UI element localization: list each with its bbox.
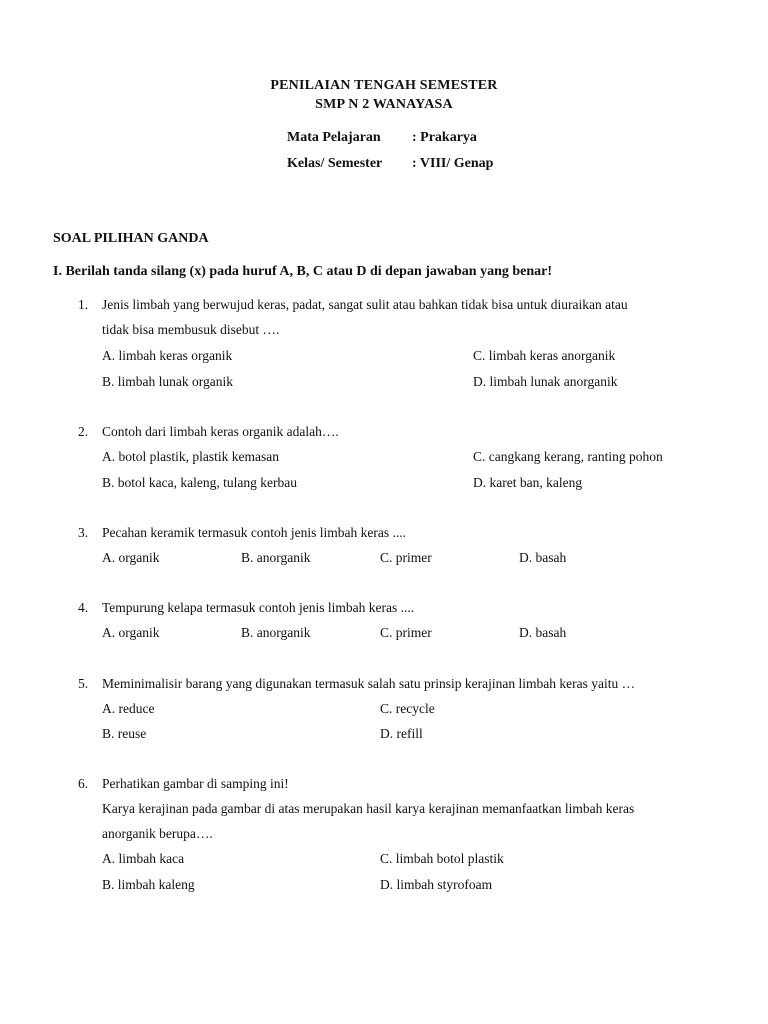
- question-text: Karya kerajinan pada gambar di atas merupakan hasil karya kerajinan memanfaatkan limbah keras: [102, 801, 635, 816]
- answer-option: A. organik: [102, 625, 160, 640]
- question-text: Pecahan keramik termasuk contoh jenis limbah keras ....: [102, 525, 407, 540]
- section-title: SOAL PILIHAN GANDA: [53, 231, 209, 246]
- question-number: 1.: [78, 297, 89, 312]
- question-text: Jenis limbah yang berwujud keras, padat, sangat sulit atau bahkan tidak bisa untuk diuraikan atau: [102, 297, 628, 312]
- question-text: Contoh dari limbah keras organik adalah….: [102, 424, 339, 439]
- answer-option: C. limbah botol plastik: [380, 851, 504, 866]
- class-row: [287, 156, 493, 172]
- subject-label: Mata Pelajaran: [287, 130, 381, 145]
- answer-option: B. anorganik: [241, 550, 311, 565]
- answer-option: B. botol kaca, kaleng, tulang kerbau: [102, 475, 297, 490]
- answer-option: D. limbah lunak anorganik: [473, 374, 618, 389]
- answer-option: B. anorganik: [241, 625, 311, 640]
- question-text: anorganik berupa….: [102, 826, 213, 841]
- question-text: Tempurung kelapa termasuk contoh jenis limbah keras ....: [102, 600, 415, 615]
- exam-title: PENILAIAN TENGAH SEMESTER: [270, 78, 498, 93]
- answer-option: B. limbah kaleng: [102, 877, 195, 892]
- answer-option: A. limbah kaca: [102, 851, 185, 866]
- answer-option: C. limbah keras anorganik: [473, 348, 616, 363]
- answer-option: D. karet ban, kaleng: [473, 475, 583, 490]
- class-value: : VIII/ Genap: [412, 156, 494, 171]
- answer-option: A. limbah keras organik: [102, 348, 233, 363]
- answer-option: C. cangkang kerang, ranting pohon: [473, 449, 663, 464]
- instruction: I. Berilah tanda silang (x) pada huruf A, B, C atau D di depan jawaban yang benar!: [53, 264, 553, 279]
- question-text: Perhatikan gambar di samping ini!: [102, 776, 289, 791]
- answer-option: B. reuse: [102, 726, 147, 741]
- answer-option: D. limbah styrofoam: [380, 877, 493, 892]
- answer-option: D. basah: [519, 625, 567, 640]
- answer-option: C. primer: [380, 550, 432, 565]
- answer-option: A. reduce: [102, 701, 155, 716]
- question-number: 6.: [78, 776, 89, 791]
- subject-row: [287, 130, 477, 146]
- answer-option: A. botol plastik, plastik kemasan: [102, 449, 279, 464]
- school-name: SMP N 2 WANAYASA: [315, 97, 453, 112]
- question-number: 3.: [78, 525, 89, 540]
- answer-option: D. refill: [380, 726, 423, 741]
- question-number: 4.: [78, 600, 89, 615]
- question-text: tidak bisa membusuk disebut ….: [102, 322, 280, 337]
- answer-option: C. primer: [380, 625, 432, 640]
- answer-option: A. organik: [102, 550, 160, 565]
- question-number: 5.: [78, 676, 89, 691]
- subject-value: : Prakarya: [412, 130, 477, 145]
- class-label: Kelas/ Semester: [287, 156, 383, 171]
- answer-option: C. recycle: [380, 701, 435, 716]
- question-number: 2.: [78, 424, 89, 439]
- answer-option: B. limbah lunak organik: [102, 374, 233, 389]
- answer-option: D. basah: [519, 550, 567, 565]
- question-text: Meminimalisir barang yang digunakan termasuk salah satu prinsip kerajinan limbah keras yaitu …: [102, 676, 636, 691]
